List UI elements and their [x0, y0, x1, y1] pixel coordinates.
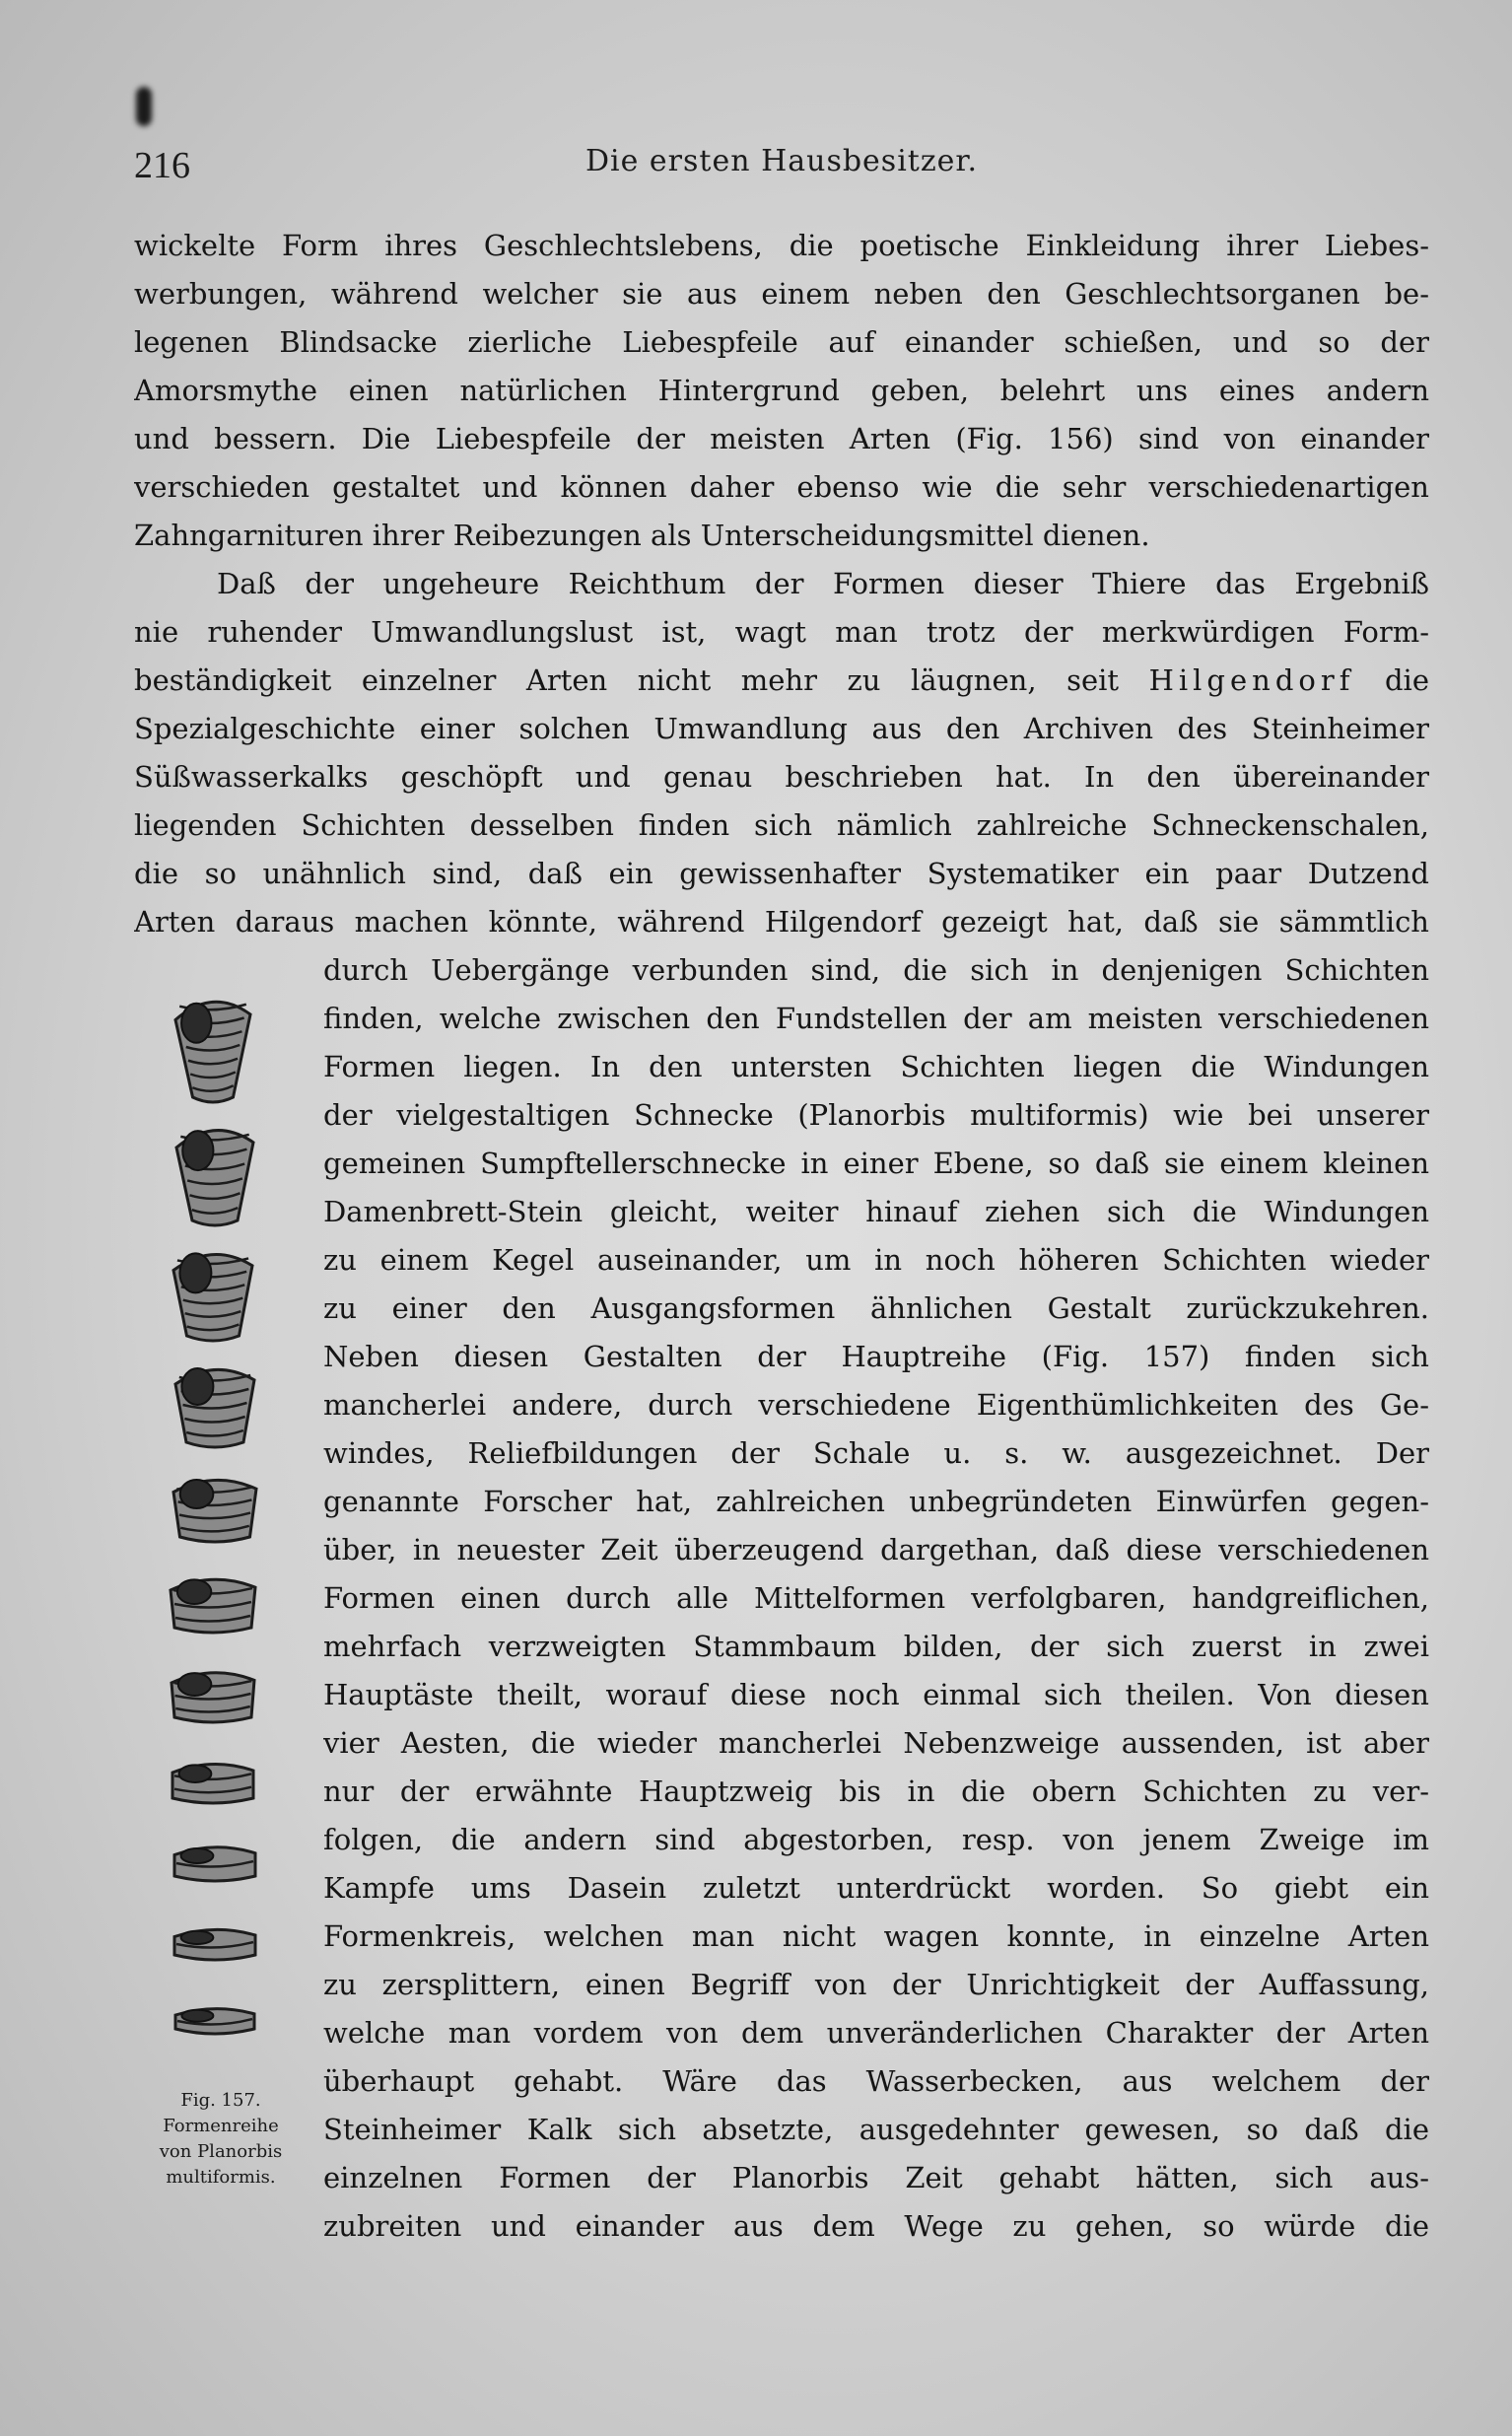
- text-line: finden, welche zwischen den Fundstellen der am meisten verschiedenen: [323, 1002, 1429, 1035]
- text-line: liegenden Schichten desselben finden sich nämlich zahlreiche Schneckenschalen,: [134, 808, 1429, 842]
- shell-drawing: [173, 1253, 252, 1341]
- caption-line: Formenreihe: [163, 2116, 279, 2136]
- text-line: Spezialgeschichte einer solchen Umwandlung aus den Archiven des Steinheimer: [134, 712, 1429, 745]
- text-line: Zahngarnituren ihrer Reibezungen als Unterscheidungsmittel dienen.: [134, 519, 1150, 552]
- text-line: vier Aesten, die wieder mancherlei Nebenzweige aussenden, ist aber: [323, 1726, 1429, 1760]
- text-line: Damenbrett-Stein gleicht, weiter hinauf ziehen sich die Windungen: [323, 1195, 1429, 1228]
- text-line: genannte Forscher hat, zahlreichen unbegründeten Einwürfen gegen-: [323, 1485, 1429, 1518]
- text-line: Süßwasserkalks geschöpft und genau beschrieben hat. In den übereinander: [134, 760, 1429, 794]
- shell-drawing: [171, 1579, 255, 1633]
- paragraph-start-line: Daß der ungeheure Reichthum der Formen dieser Thiere das Ergebniß: [217, 567, 1429, 600]
- text-line: zubreiten und einander aus dem Wege zu gehen, so würde die: [323, 2209, 1429, 2243]
- text-line: zu zersplittern, einen Begriff von der Unrichtigkeit der Auffassung,: [323, 1968, 1429, 2001]
- caption-line: von Planorbis: [159, 2141, 283, 2162]
- page-header: [134, 138, 1429, 197]
- text-line: Arten daraus machen könnte, während Hilgendorf gezeigt hat, daß sie sämmtlich: [134, 905, 1429, 939]
- text-line: überhaupt gehabt. Wäre das Wasserbecken, aus welchem der: [323, 2064, 1429, 2098]
- text-line: über, in neuester Zeit überzeugend dargethan, daß diese verschiedenen: [323, 1533, 1429, 1566]
- shell-drawing: [174, 1929, 255, 1960]
- shell-drawing: [172, 1673, 254, 1722]
- shell-drawing: [173, 1480, 256, 1542]
- text-line: Hauptäste theilt, worauf diese noch einmal sich theilen. Von diesen: [323, 1678, 1429, 1711]
- text-line: der vielgestaltigen Schnecke (Planorbis multiformis) wie bei unserer: [323, 1098, 1429, 1132]
- shell-drawing: [174, 1847, 255, 1881]
- text-line: Kampfe ums Dasein zuletzt unterdrückt worden. So giebt ein: [323, 1871, 1429, 1905]
- text-line: mancherlei andere, durch verschiedene Eigenthümlichkeiten des Ge-: [323, 1388, 1429, 1422]
- running-title: Die ersten Hausbesitzer.: [584, 144, 978, 178]
- text-line: Formen einen durch alle Mittelformen verfolgbaren, handgreiflichen,: [323, 1581, 1429, 1615]
- text-line: mehrfach verzweigten Stammbaum bilden, der sich zuerst in zwei: [323, 1630, 1429, 1663]
- text-line: windes, Reliefbildungen der Schale u. s. w. ausgezeichnet. Der: [323, 1436, 1429, 1470]
- text-line: Formenkreis, welchen man nicht wagen konnte, in einzelne Arten: [323, 1919, 1429, 1953]
- shell-drawing: [175, 2009, 254, 2034]
- snail-shell-series-icon: [134, 986, 308, 2070]
- shell-drawing: [175, 1002, 250, 1102]
- caption-line: Fig. 157.: [180, 2090, 261, 2111]
- text-line: verschieden gestaltet und können daher ebenso wie die sehr verschiedenartigen: [134, 470, 1429, 504]
- text-line: [134, 657, 1429, 705]
- shell-drawing: [175, 1368, 254, 1447]
- author-name: Hilgendorf: [1148, 663, 1355, 697]
- text-line: welche man vordem von dem unveränderlichen Charakter der Arten: [323, 2016, 1429, 2050]
- text-line: die so unähnlich sind, daß ein gewissenhafter Systematiker ein paar Dutzend: [134, 857, 1429, 890]
- text-line: zu einer den Ausgangsformen ähnlichen Gestalt zurückzukehren.: [323, 1291, 1429, 1325]
- text-segment: beständigkeit einzelner Arten nicht mehr zu läugnen, seit: [134, 663, 1120, 697]
- text-line: und bessern. Die Liebespfeile der meisten Arten (Fig. 156) sind von einander: [134, 422, 1429, 455]
- text-line: Steinheimer Kalk sich absetzte, ausgedehnter gewesen, so daß die: [323, 2113, 1429, 2146]
- text-line: wickelte Form ihres Geschlechtslebens, die poetische Einkleidung ihrer Liebes-: [134, 229, 1429, 262]
- text-line: folgen, die andern sind abgestorben, resp. von jenem Zweige im: [323, 1823, 1429, 1856]
- body-text: [134, 222, 1429, 2251]
- text-line: nur der erwähnte Hauptzweig bis in die obern Schichten zu ver-: [323, 1775, 1429, 1808]
- text-segment: die: [1384, 663, 1429, 697]
- text-line: zu einem Kegel auseinander, um in noch höheren Schichten wieder: [323, 1243, 1429, 1277]
- ink-blot: [136, 87, 152, 126]
- text-line: gemeinen Sumpftellerschnecke in einer Ebene, so daß sie einem kleinen: [323, 1147, 1429, 1180]
- figure-caption: [134, 2088, 308, 2191]
- shell-drawing: [176, 1131, 253, 1225]
- text-line: Amorsmythe einen natürlichen Hintergrund geben, belehrt uns eines andern: [134, 374, 1429, 407]
- page-number: 216: [134, 145, 190, 186]
- text-line: einzelnen Formen der Planorbis Zeit gehabt hätten, sich aus-: [323, 2161, 1429, 2194]
- text-line: durch Uebergänge verbunden sind, die sich in denjenigen Schichten: [323, 953, 1429, 987]
- shell-drawing: [172, 1764, 253, 1803]
- text-line: legenen Blindsacke zierliche Liebespfeile auf einander schießen, und so der: [134, 325, 1429, 359]
- text-line: Formen liegen. In den untersten Schichten liegen die Windungen: [323, 1050, 1429, 1083]
- text-line: nie ruhender Umwandlungslust ist, wagt man trotz der merkwürdigen Form-: [134, 615, 1429, 649]
- figure-157: [134, 986, 308, 2228]
- caption-line: multiformis.: [166, 2167, 276, 2188]
- text-line: werbungen, während welcher sie aus einem neben den Geschlechtsorganen be-: [134, 277, 1429, 311]
- text-line: Neben diesen Gestalten der Hauptreihe (Fig. 157) finden sich: [323, 1340, 1429, 1373]
